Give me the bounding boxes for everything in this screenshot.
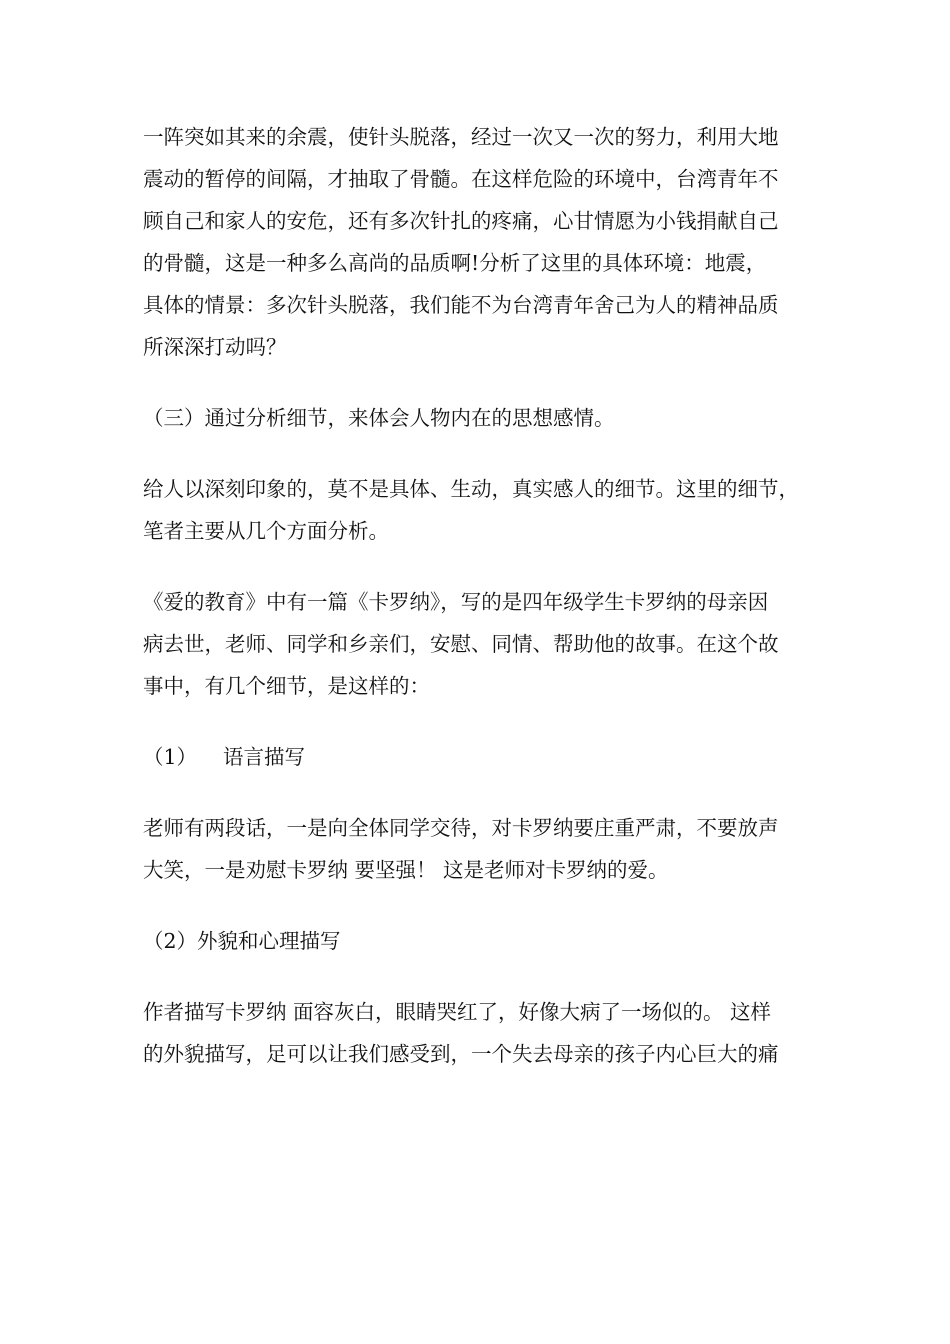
subheading-appearance-psychology	[143, 920, 813, 962]
text-line	[143, 736, 813, 778]
text-line: 的骨髓，这是一种多么高尚的品质啊!分析了这里的具体环境：地震，	[143, 251, 767, 275]
text-line: 作者描写卡罗纳 面容灰白，眼睛哭红了，好像大病了一场似的。 这样	[143, 1000, 772, 1024]
text-line: 老师有两段话，一是向全体同学交待，对卡罗纳要庄重严肃，不要放声	[143, 816, 779, 840]
text-line: 大笑，一是劝慰卡罗纳 要坚强！ 这是老师对卡罗纳的爱。	[143, 858, 669, 882]
subheading-text: 语言描写	[223, 745, 305, 769]
subheading-language-description	[143, 736, 813, 778]
section-heading-three	[143, 397, 813, 439]
text-line: 笔者主要从几个方面分析。	[143, 519, 389, 543]
paragraph-appearance-description	[143, 991, 813, 1075]
text-line: （2）外貌和心理描写	[143, 929, 341, 953]
text-line: 震动的暂停的间隔，才抽取了骨髓。在这样危险的环境中，台湾青年不	[143, 167, 779, 191]
paragraph-karona-story	[143, 581, 813, 707]
text-line: 顾自己和家人的安危，还有多次针扎的疼痛，心甘情愿为小钱捐献自己	[143, 209, 779, 233]
text-line: 病去世，老师、同学和乡亲们，安慰、同情、帮助他的故事。在这个故	[143, 632, 779, 656]
subheading-number: （1）	[143, 745, 198, 769]
paragraph-teacher-words	[143, 807, 813, 891]
text-line: 所深深打动吗？	[143, 335, 287, 359]
text-line: 具体的情景：多次针头脱落，我们能不为台湾青年舍己为人的精神品质	[143, 293, 779, 317]
paragraph-details-intro	[143, 468, 813, 552]
text-line: 的外貌描写，足可以让我们感受到，一个失去母亲的孩子内心巨大的痛	[143, 1042, 779, 1066]
text-line: 《爱的教育》中有一篇《卡罗纳》，写的是四年级学生卡罗纳的母亲因	[143, 590, 769, 614]
document-body	[143, 116, 813, 1104]
text-line: 给人以深刻印象的，莫不是具体、生动，真实感人的细节。这里的细节，	[143, 477, 799, 501]
text-line: 事中，有几个细节，是这样的：	[143, 674, 430, 698]
text-line: （三）通过分析细节，来体会人物内在的思想感情。	[143, 406, 615, 430]
paragraph-bone-marrow-story	[143, 116, 813, 368]
text-line: 一阵突如其来的余震，使针头脱落，经过一次又一次的努力，利用大地	[143, 125, 779, 149]
